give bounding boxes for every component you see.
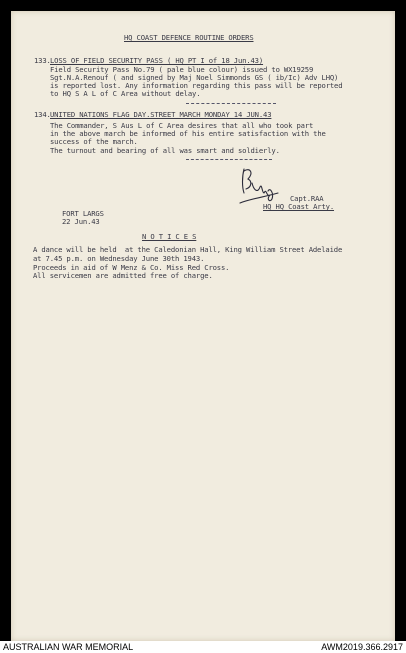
notice-line: Proceeds in aid of W Menz & Co. Miss Red Cross. bbox=[33, 263, 230, 272]
notice-line: All servicemen are admitted free of charge. bbox=[33, 271, 213, 280]
item-133-line: to HQ S A L of C Area without delay. bbox=[50, 89, 201, 98]
item-133-number: 133. bbox=[34, 56, 51, 65]
signatory-rank: Capt.RAA bbox=[290, 194, 324, 203]
item-134-line: success of the march. bbox=[50, 137, 138, 146]
item-134-heading: UNITED NATIONS FLAG DAY.STREET MARCH MONDAY 14 JUN.43 bbox=[50, 110, 272, 119]
separator bbox=[186, 103, 276, 104]
item-133-line: Sgt.N.A.Renouf ( and signed by Maj Noel Simmonds GS ( ib/Ic) Adv LHQ) bbox=[50, 73, 339, 82]
notice-line: A dance will be held at the Caledonian Hall, King William Street Adelaide bbox=[33, 245, 343, 254]
footer-bar bbox=[0, 641, 406, 653]
item-133-heading: LOSS OF FIELD SECURITY PASS ( HQ PT I of 18 Jun.43) bbox=[50, 56, 264, 65]
item-134-line: The Commander, S Aus L of C Area desires that all who took part bbox=[50, 121, 314, 130]
place: FORT LARGS bbox=[62, 209, 104, 218]
document-title: HQ COAST DEFENCE ROUTINE ORDERS bbox=[124, 33, 254, 42]
item-133-line: is reported lost. Any information regarding this pass will be reported bbox=[50, 81, 343, 90]
item-133-line: Field Security Pass No.79 ( pale blue colour) issued to WX19259 bbox=[50, 65, 314, 74]
document-page bbox=[11, 11, 395, 641]
item-134-number: 134. bbox=[34, 110, 51, 119]
notice-line: at 7.45 p.m. on Wednesday June 30th 1943. bbox=[33, 254, 205, 263]
signatory-unit: HQ HQ Coast Arty. bbox=[263, 202, 335, 211]
separator bbox=[186, 159, 272, 160]
footer-accession-number: AWM2019.366.2917 bbox=[321, 642, 403, 652]
notices-heading: N O T I C E S bbox=[142, 232, 197, 241]
item-134-line: The turnout and bearing of all was smart and soldierly. bbox=[50, 146, 280, 155]
date: 22 Jun.43 bbox=[62, 217, 100, 226]
footer-source: AUSTRALIAN WAR MEMORIAL bbox=[3, 642, 134, 652]
item-134-line: in the above march be informed of his entire satisfaction with the bbox=[50, 129, 326, 138]
